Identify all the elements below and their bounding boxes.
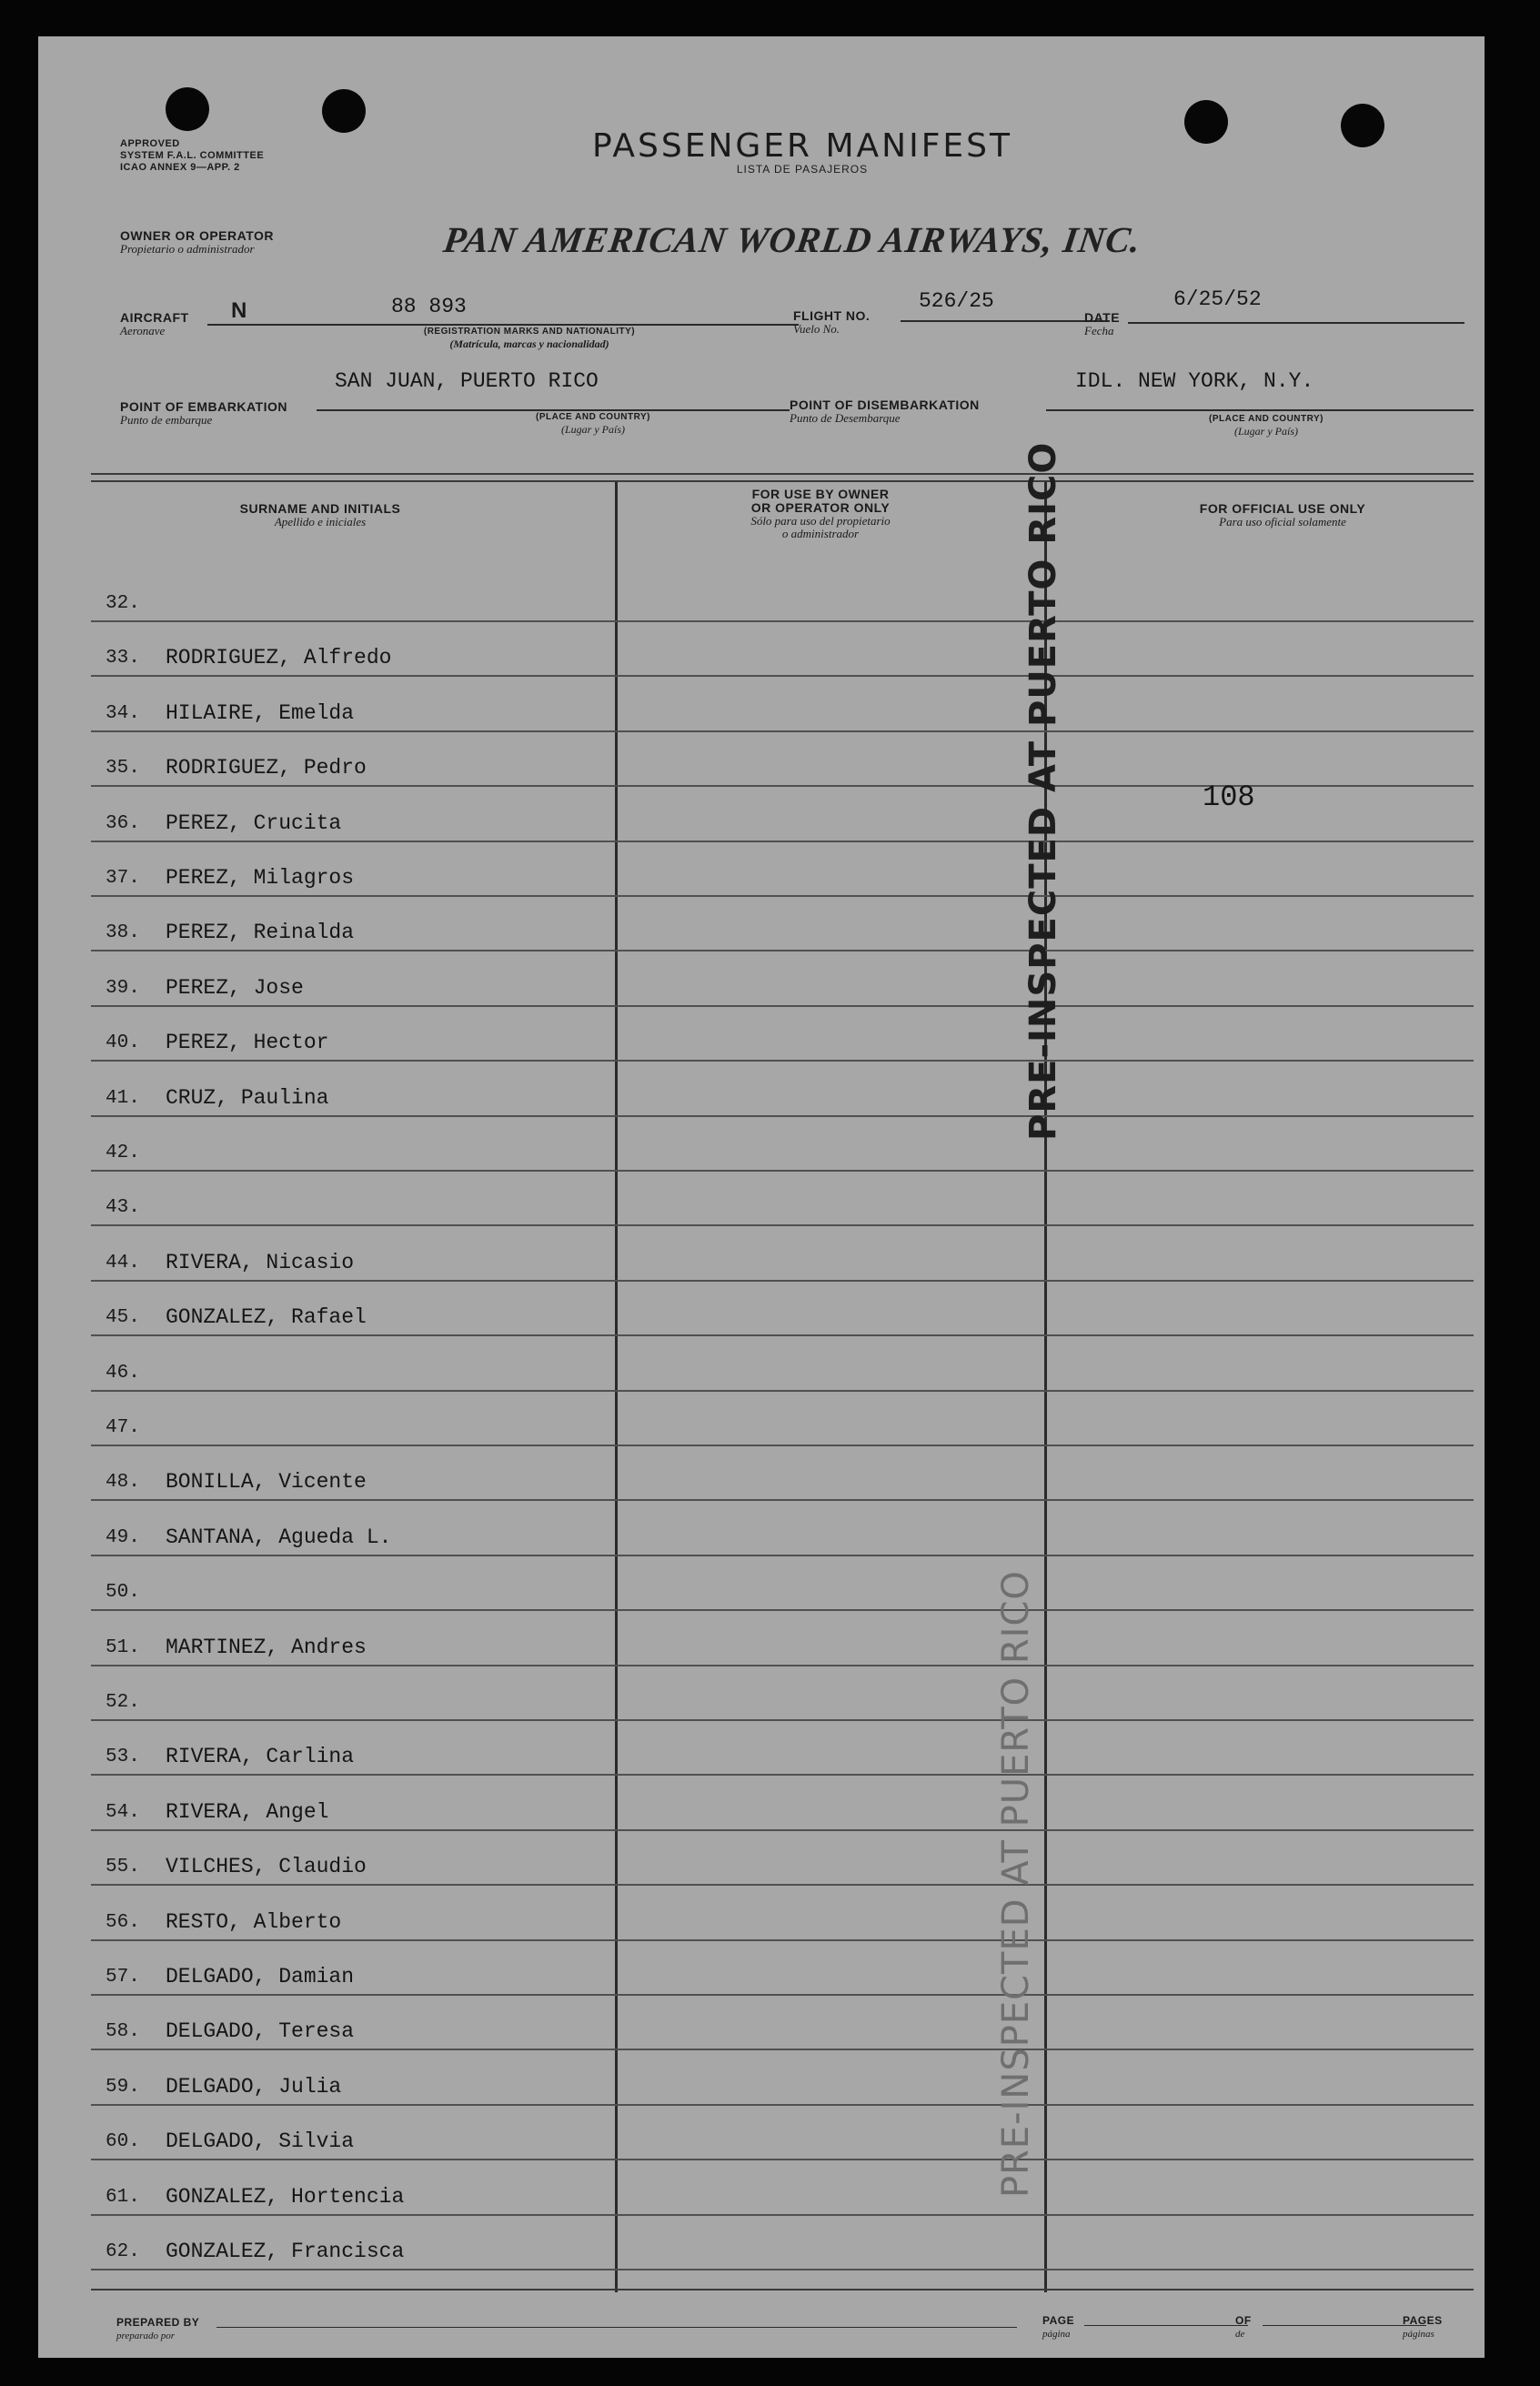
row-rule: [91, 1939, 1474, 1941]
approval-line: APPROVED: [120, 138, 180, 149]
passenger-name: CRUZ, Paulina: [166, 1086, 329, 1110]
passenger-name: BONILLA, Vicente: [166, 1470, 367, 1494]
row-rule: [91, 1665, 1474, 1666]
of-label: OF: [1235, 2314, 1252, 2327]
aircraft-label-block: [120, 311, 189, 337]
pages-label-es: páginas: [1403, 2329, 1434, 2340]
flight-label-block: [793, 309, 870, 336]
date-label-block: [1084, 311, 1120, 337]
date-label: DATE: [1084, 310, 1121, 325]
underline: [1046, 409, 1474, 411]
row-rule: [91, 1499, 1474, 1501]
page-label-block: [1042, 2314, 1074, 2341]
approval-line: SYSTEM F.A.L. COMMITTEE: [120, 150, 265, 161]
row-rule: [91, 1280, 1474, 1282]
row-number: 42.: [106, 1143, 140, 1163]
row-rule: [91, 1774, 1474, 1776]
aircraft-no-mark: N: [231, 298, 247, 323]
underline: [216, 2327, 1017, 2328]
row-number: 52.: [106, 1692, 140, 1713]
row-rule: [91, 1445, 1474, 1446]
row-number: 45.: [106, 1307, 140, 1328]
col-header-owner-l2: OR OPERATOR ONLY: [750, 500, 891, 515]
row-number: 55.: [106, 1857, 140, 1878]
col-header-owner-l1: FOR USE BY OWNER: [751, 487, 890, 501]
operator-name: PAN AMERICAN WORLD AIRWAYS, INC.: [440, 219, 1144, 260]
row-number: 34.: [106, 703, 140, 724]
passenger-name: GONZALEZ, Francisca: [166, 2240, 405, 2263]
row-rule: [91, 1224, 1474, 1226]
embarkation-hint: (PLACE AND COUNTRY): [536, 412, 650, 422]
row-rule: [91, 785, 1474, 787]
row-rule: [91, 1829, 1474, 1831]
flight-label-es: Vuelo No.: [793, 322, 840, 336]
embarkation-label-block: [120, 400, 287, 427]
row-number: 60.: [106, 2131, 140, 2152]
row-rule: [91, 2049, 1474, 2050]
passenger-name: HILAIRE, Emelda: [166, 701, 355, 725]
disembarkation-hint-es: (Lugar y País): [1234, 425, 1298, 438]
passenger-name: DELGADO, Julia: [166, 2075, 342, 2099]
aircraft-hint-es: (Matrícula, marcas y nacionalidad): [449, 337, 609, 350]
row-rule: [91, 950, 1474, 951]
aircraft-label-es: Aeronave: [120, 324, 166, 337]
row-rule: [91, 730, 1474, 732]
row-number: 61.: [106, 2187, 140, 2208]
date-value: 6/25/52: [1173, 287, 1262, 311]
official-count: 108: [1203, 780, 1255, 814]
row-number: 32.: [106, 593, 140, 614]
underline: [1084, 2325, 1248, 2326]
row-number: 46.: [106, 1363, 140, 1384]
row-rule: [91, 1115, 1474, 1117]
approval-block: [120, 138, 264, 174]
manifest-page: [38, 36, 1485, 2358]
row-rule: [91, 1170, 1474, 1172]
passenger-name: PEREZ, Milagros: [166, 866, 355, 890]
embarkation-label: POINT OF EMBARKATION: [120, 399, 287, 414]
row-rule: [91, 1884, 1474, 1886]
disembarkation-label-es: Punto de Desembarque: [790, 411, 901, 425]
passenger-name: PEREZ, Reinalda: [166, 921, 355, 944]
aircraft-hint-block: [347, 326, 711, 350]
pages-label-block: [1403, 2314, 1443, 2341]
of-label-es: de: [1235, 2329, 1245, 2340]
owner-label-block: [120, 229, 274, 256]
page-label-es: página: [1042, 2329, 1071, 2340]
pre-inspected-stamp: PRE-INSPECTED AT PUERTO RICO: [1022, 441, 1064, 1141]
passenger-name: RODRIGUEZ, Pedro: [166, 756, 367, 780]
underline: [1263, 2325, 1426, 2326]
col-header-name: [184, 502, 457, 529]
embarkation-label-es: Punto de embarque: [120, 413, 213, 427]
row-number: 43.: [106, 1197, 140, 1218]
passenger-name: PEREZ, Jose: [166, 976, 304, 1000]
row-number: 36.: [106, 813, 140, 834]
embarkation-hint-es: (Lugar y País): [561, 423, 625, 436]
underline: [901, 320, 1110, 322]
col-header-official: [1119, 502, 1446, 529]
row-number: 54.: [106, 1802, 140, 1823]
row-number: 50.: [106, 1582, 140, 1603]
aircraft-hint: (REGISTRATION MARKS AND NATIONALITY): [423, 327, 636, 337]
passenger-name: MARTINEZ, Andres: [166, 1636, 367, 1659]
row-rule: [91, 675, 1474, 677]
row-rule: [91, 2104, 1474, 2106]
disembarkation-value: IDL. NEW YORK, N.Y.: [1075, 369, 1314, 393]
passenger-name: DELGADO, Teresa: [166, 2019, 355, 2043]
row-rule: [91, 1555, 1474, 1556]
disembarkation-hint: (PLACE AND COUNTRY): [1209, 414, 1324, 424]
passenger-name: PEREZ, Crucita: [166, 811, 342, 835]
punch-hole: [166, 87, 209, 131]
pages-label: PAGES: [1403, 2314, 1443, 2327]
aircraft-label: AIRCRAFT: [120, 310, 189, 325]
flight-label: FLIGHT NO.: [793, 308, 871, 323]
col-header-name-label: SURNAME AND INITIALS: [239, 501, 401, 516]
aircraft-value: 88 893: [391, 295, 467, 318]
row-number: 53.: [106, 1747, 140, 1767]
row-rule: [91, 1334, 1474, 1336]
punch-hole: [1184, 100, 1228, 144]
row-rule: [91, 1609, 1474, 1611]
row-rule: [91, 2269, 1474, 2270]
row-rule: [91, 620, 1474, 622]
col-header-official-label: FOR OFFICIAL USE ONLY: [1199, 501, 1366, 516]
embarkation-value: SAN JUAN, PUERTO RICO: [335, 369, 599, 393]
row-rule: [91, 2214, 1474, 2216]
owner-label-es: Propietario o administrador: [120, 242, 255, 256]
passenger-name: RESTO, Alberto: [166, 1910, 342, 1934]
row-rule: [91, 1390, 1474, 1392]
disembarkation-label-block: [790, 398, 980, 425]
passenger-name: DELGADO, Damian: [166, 1965, 355, 1988]
disembarkation-label: POINT OF DISEMBARKATION: [790, 398, 980, 412]
title-block: [529, 127, 1075, 176]
page-subtitle: LISTA DE PASAJEROS: [736, 163, 869, 176]
row-rule: [91, 1060, 1474, 1062]
row-rule: [91, 1994, 1474, 1996]
col-header-owner: [675, 488, 966, 540]
row-number: 39.: [106, 978, 140, 999]
page-label: PAGE: [1042, 2314, 1075, 2327]
row-rule: [91, 1005, 1474, 1007]
owner-label: OWNER OR OPERATOR: [120, 228, 274, 243]
flight-value: 526/25: [919, 289, 994, 313]
row-number: 33.: [106, 648, 140, 669]
row-number: 56.: [106, 1912, 140, 1933]
passenger-name: RIVERA, Carlina: [166, 1745, 355, 1768]
row-number: 58.: [106, 2021, 140, 2042]
row-number: 48.: [106, 1472, 140, 1493]
passenger-name: DELGADO, Silvia: [166, 2129, 355, 2153]
passenger-name: RODRIGUEZ, Alfredo: [166, 646, 392, 669]
passenger-name: PEREZ, Hector: [166, 1031, 329, 1054]
row-number: 59.: [106, 2077, 140, 2098]
passenger-name: RIVERA, Angel: [166, 1800, 329, 1824]
row-number: 57.: [106, 1967, 140, 1988]
row-number: 62.: [106, 2241, 140, 2262]
of-label-block: [1235, 2314, 1252, 2341]
row-number: 47.: [106, 1417, 140, 1438]
row-number: 37.: [106, 868, 140, 889]
header-rule: [91, 473, 1474, 475]
row-rule: [91, 2159, 1474, 2160]
pre-inspected-stamp: PRE-INSPECTED AT PUERTO RICO: [995, 1570, 1037, 2198]
passenger-name: VILCHES, Claudio: [166, 1855, 367, 1878]
passenger-name: GONZALEZ, Hortencia: [166, 2185, 405, 2209]
prepared-by-label: PREPARED BY: [116, 2316, 200, 2329]
header-rule: [91, 480, 1474, 482]
row-number: 40.: [106, 1032, 140, 1053]
page-title: PASSENGER MANIFEST: [591, 127, 1013, 165]
embarkation-hint-block: [475, 411, 711, 436]
col-header-owner-es1: Sólo para uso del propietario: [750, 514, 891, 528]
punch-hole: [1341, 104, 1384, 147]
row-number: 51.: [106, 1637, 140, 1658]
passenger-name: RIVERA, Nicasio: [166, 1251, 355, 1274]
row-number: 44.: [106, 1253, 140, 1274]
approval-line: ICAO ANNEX 9—APP. 2: [120, 162, 240, 173]
passenger-name: GONZALEZ, Rafael: [166, 1305, 367, 1329]
row-rule: [91, 1719, 1474, 1721]
column-divider: [615, 482, 618, 2292]
footer-rule: [91, 2289, 1474, 2290]
disembarkation-hint-block: [1148, 413, 1384, 438]
col-header-official-es: Para uso oficial solamente: [1219, 515, 1346, 529]
prepared-by-label-es: preparado por: [116, 2331, 176, 2341]
row-number: 49.: [106, 1527, 140, 1548]
col-header-name-es: Apellido e iniciales: [274, 515, 367, 529]
underline: [1128, 322, 1465, 324]
row-number: 41.: [106, 1088, 140, 1109]
passenger-name: SANTANA, Agueda L.: [166, 1525, 392, 1549]
row-rule: [91, 895, 1474, 897]
date-label-es: Fecha: [1084, 324, 1114, 337]
row-rule: [91, 841, 1474, 842]
row-number: 38.: [106, 922, 140, 943]
row-number: 35.: [106, 758, 140, 779]
punch-hole: [322, 89, 366, 133]
col-header-owner-es2: o administrador: [781, 527, 860, 540]
prepared-by-block: [116, 2316, 199, 2342]
